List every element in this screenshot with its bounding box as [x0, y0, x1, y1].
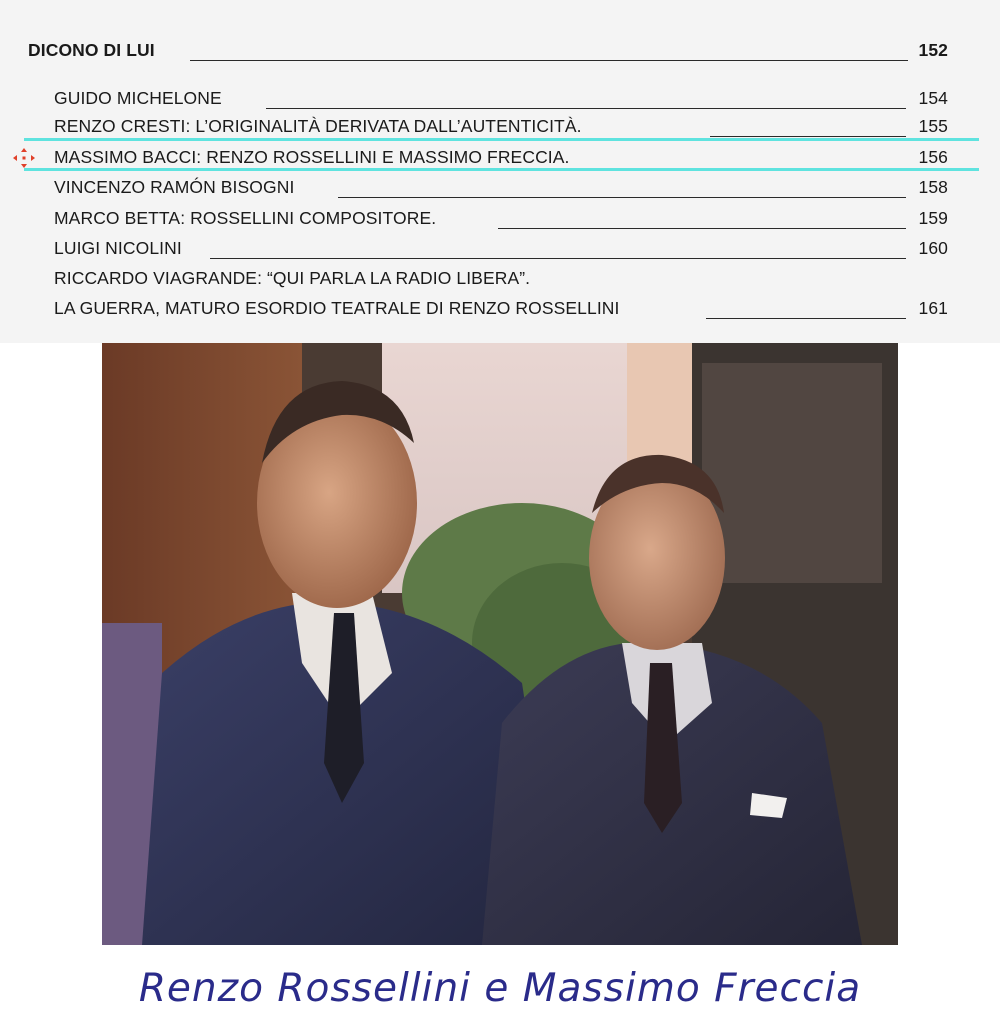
selection-line-top	[24, 138, 979, 141]
toc-entry[interactable]	[0, 173, 1000, 203]
toc-entry-page: 155	[918, 116, 948, 136]
toc-entry-label: MARCO BETTA: ROSSELLINI COMPOSITORE.	[54, 208, 437, 228]
toc-entry-label: MASSIMO BACCI: RENZO ROSSELLINI E MASSIMO FRECCIA.	[54, 147, 570, 167]
toc-leader	[190, 60, 908, 61]
toc-entry-label: GUIDO MICHELONE	[54, 88, 222, 108]
toc-leader	[338, 197, 906, 198]
photo-caption: Renzo Rossellini e Massimo Freccia	[138, 966, 862, 1011]
toc-entry-label: RICCARDO VIAGRANDE: “QUI PARLA LA RADIO LIBERA”.	[54, 268, 531, 288]
toc-entry-label: LA GUERRA, MATURO ESORDIO TEATRALE DI RENZO ROSSELLINI	[54, 298, 620, 318]
toc-entry[interactable]	[0, 204, 1000, 234]
toc-heading-page: 152	[918, 40, 948, 60]
toc-heading[interactable]	[0, 36, 1000, 66]
toc-heading-label: DICONO DI LUI	[28, 40, 155, 60]
toc-entry-page: 160	[918, 238, 948, 258]
toc-entry-page: 154	[918, 88, 948, 108]
move-handle-icon[interactable]	[10, 147, 38, 169]
toc-leader	[710, 136, 906, 137]
toc-entry[interactable]	[0, 84, 1000, 114]
toc-entry-page: 161	[918, 298, 948, 318]
toc-leader	[706, 318, 906, 319]
photo-two-men	[102, 343, 898, 945]
toc-entry-page: 156	[918, 147, 948, 167]
toc-entry[interactable]	[0, 264, 1000, 294]
toc-entry[interactable]	[0, 294, 1000, 324]
table-of-contents	[0, 0, 1000, 343]
toc-leader	[498, 228, 906, 229]
toc-entry-label: RENZO CRESTI: L’ORIGINALITÀ DERIVATA DALL’AUTENTICITÀ.	[54, 116, 582, 136]
toc-leader	[266, 108, 906, 109]
toc-entry-label: VINCENZO RAMÓN BISOGNI	[54, 177, 295, 197]
selection-line-bottom	[24, 168, 979, 171]
toc-leader	[210, 258, 906, 259]
photo-illustration	[102, 343, 898, 945]
toc-entry-page: 159	[918, 208, 948, 228]
toc-entry[interactable]	[0, 234, 1000, 264]
toc-entry-page: 158	[918, 177, 948, 197]
toc-entry-label: LUIGI NICOLINI	[54, 238, 182, 258]
